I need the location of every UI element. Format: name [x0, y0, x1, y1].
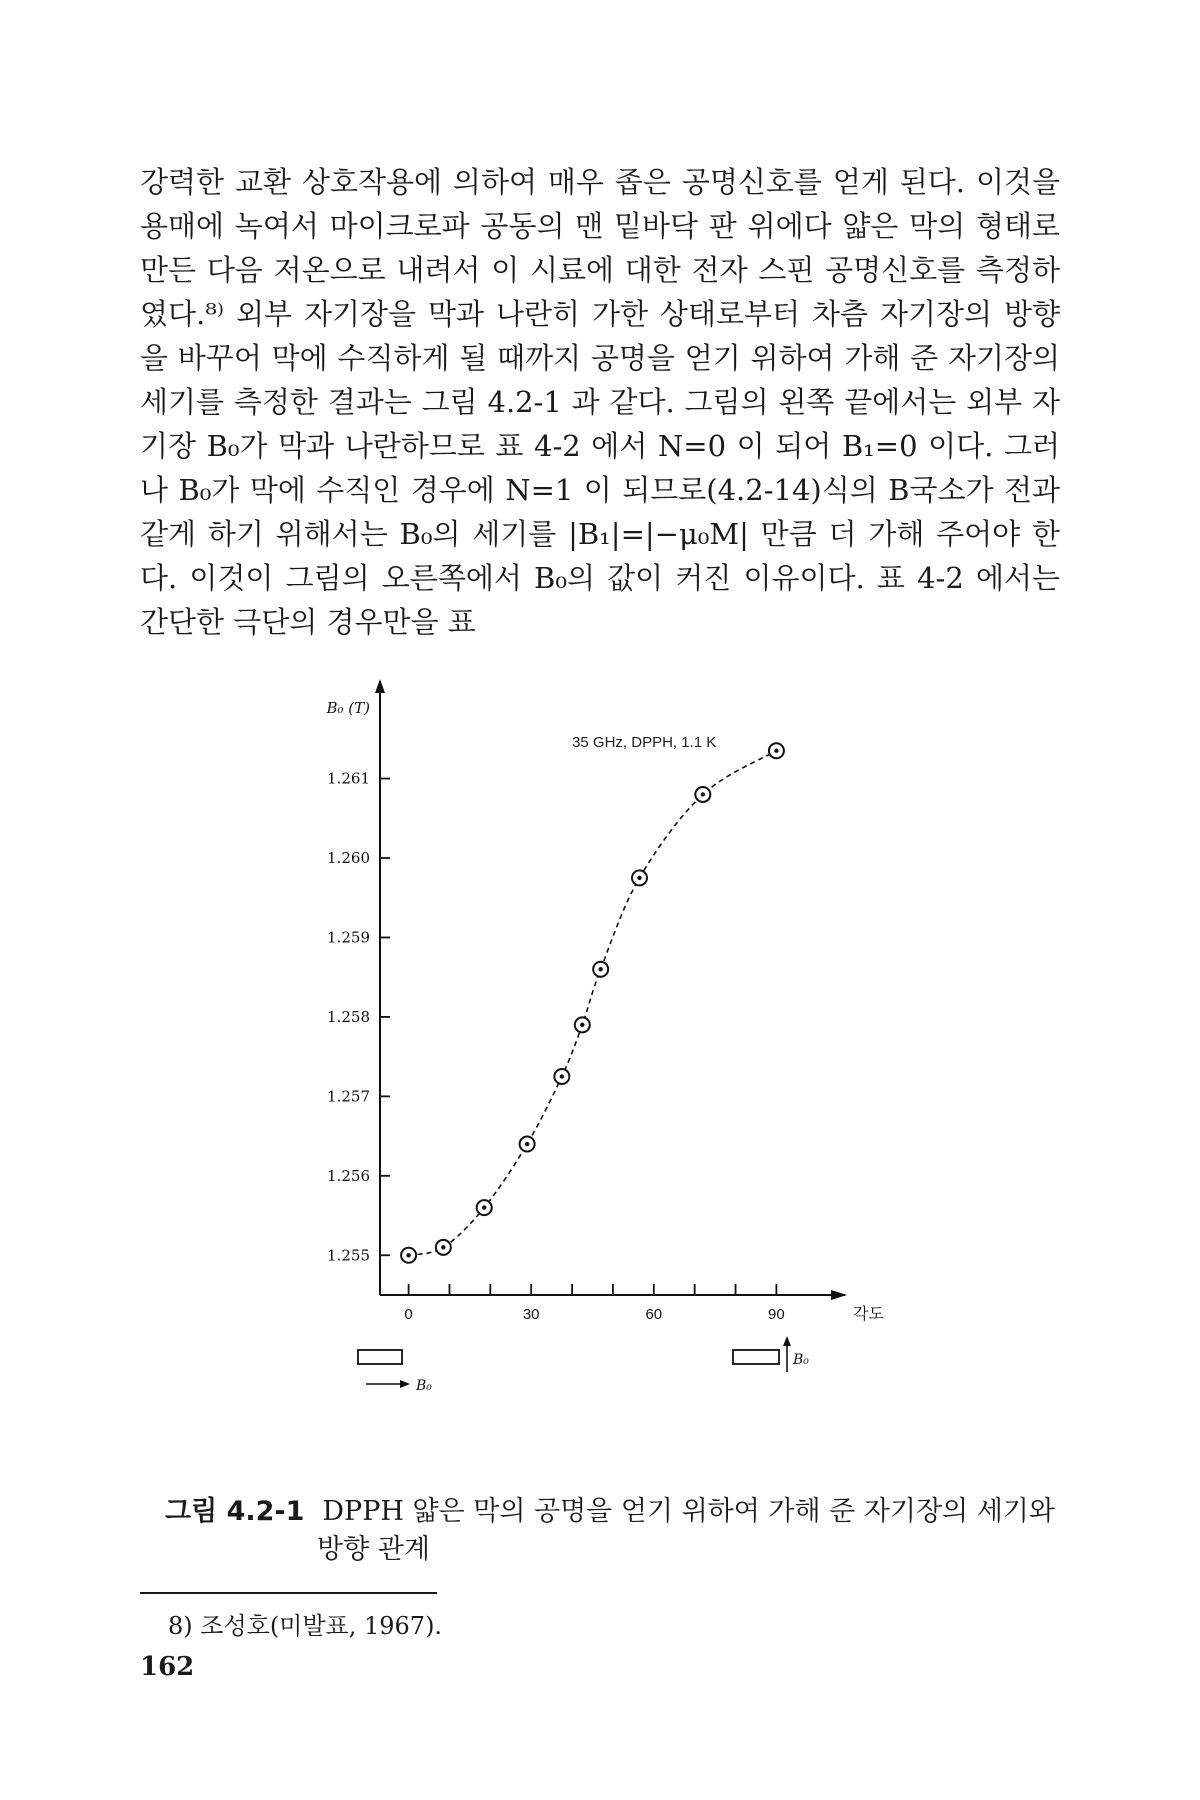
y-axis-arrow	[375, 679, 385, 693]
right-marker-label: B₀	[793, 1352, 809, 1368]
caption-line-1: DPPH 얇은 막의 공명을 얻기 위하여 가해 준 자기장의 세기와	[322, 1496, 1055, 1527]
data-point-center	[598, 967, 602, 971]
field-parallel-arrow-icon	[400, 1380, 410, 1388]
y-tick-label: 1.257	[327, 1087, 370, 1106]
caption-line-2: 방향 관계	[317, 1534, 430, 1565]
data-point-center	[441, 1245, 445, 1249]
y-axis-label: B₀ (T)	[326, 699, 370, 717]
page-number: 162	[140, 1652, 195, 1682]
data-point-center	[482, 1205, 486, 1209]
x-tick-label: 60	[645, 1306, 663, 1323]
data-point-center	[580, 1023, 584, 1027]
y-tick-label: 1.256	[327, 1166, 370, 1185]
body-text: 강력한 교환 상호작용에 의하여 매우 좁은 공명신호를 얻게 된다. 이것을 용매에 녹여서 마이크로파 공동의 맨 밑바닥 판 위에다 얇은 막의 형태로 만든 다음 저온으로 내려서 이 시료에 대한 전자 스핀 공명신호를 측정하였다.⁸⁾ 외부 자기장을 막과 나란히 가한 상태로부터 차츰 자기장의 방향을 바꾸어 막에 수직하게 될 때까지 공명을 얻기 위하여 가해 준 자기장의 세기를 측정한 결과는 그림 4.2-1 과 같다. 그림의 왼쪽 끝에서는 외부 자기장 B₀가 막과 나란하므로 표 4-2 에서 N=0 이 되어 B₁=0 이다. 그러나 B₀가 막에 수직인 경우에 N=1 이 되므로(4.2-14)식의 B국소가 전과 같게 하기 위해서는 B₀의 세기를 |B₁|=|−μ₀M| 만큼 더 가해 주어야 한다. 이것이 그림의 오른쪽에서 B₀의 값이 커진 이유이다. 표 4-2 에서는 간단한 극단의 경우만을 표	[140, 165, 1060, 639]
data-point-center	[637, 876, 641, 880]
figure-caption	[165, 1493, 1065, 1569]
series-curve	[409, 751, 777, 1256]
data-point-center	[406, 1253, 410, 1257]
data-point-center	[560, 1074, 564, 1078]
body-paragraph	[140, 160, 1060, 644]
x-axis-label: 각도	[853, 1306, 884, 1323]
data-point-center	[701, 792, 705, 796]
left-marker-label: B₀	[416, 1378, 432, 1394]
film-parallel-icon	[358, 1350, 402, 1364]
x-tick-label: 30	[522, 1306, 540, 1323]
x-tick-label: 0	[404, 1306, 413, 1323]
resonance-chart	[300, 675, 920, 1490]
footnote: 8) 조성호(미발표, 1967).	[168, 1612, 443, 1640]
field-perpendicular-arrow-icon	[783, 1336, 791, 1346]
chart-annotation: 35 GHz, DPPH, 1.1 K	[572, 733, 717, 751]
x-axis-arrow	[831, 1290, 847, 1300]
x-tick-label: 90	[768, 1306, 785, 1323]
data-point-center	[774, 749, 778, 753]
y-tick-label: 1.259	[327, 928, 370, 947]
film-perpendicular-icon	[733, 1350, 779, 1364]
y-tick-label: 1.261	[327, 769, 370, 788]
y-tick-label: 1.258	[327, 1007, 370, 1026]
y-tick-label: 1.260	[327, 849, 370, 868]
caption-label: 그림 4.2-1	[165, 1496, 305, 1527]
footnote-divider	[140, 1592, 437, 1594]
data-point-center	[525, 1142, 529, 1146]
y-tick-label: 1.255	[327, 1246, 370, 1265]
